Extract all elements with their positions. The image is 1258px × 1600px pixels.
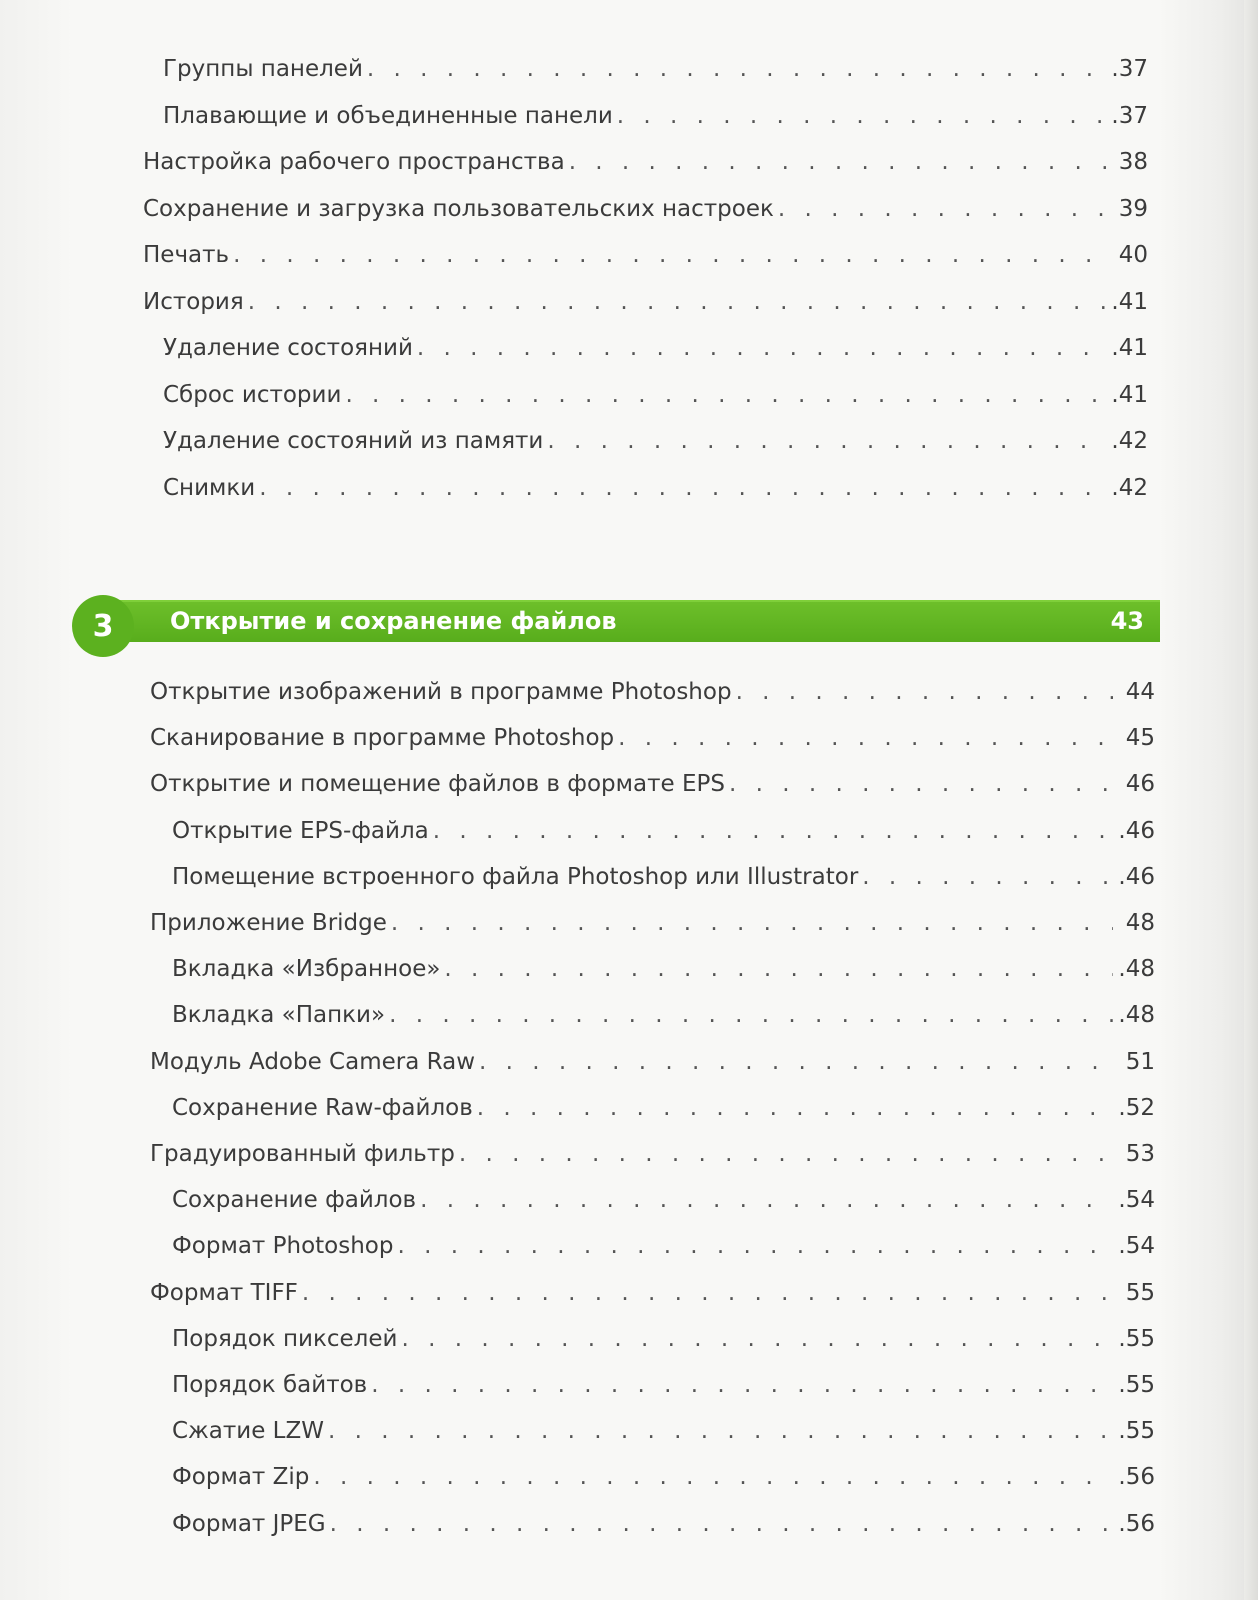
- toc-entry-title: Печать: [143, 242, 230, 268]
- chapter-number-badge: [72, 595, 134, 657]
- toc-entry[interactable]: [143, 287, 1148, 317]
- toc-dot-leader: [302, 1278, 1113, 1308]
- toc-dot-leader: [736, 677, 1113, 707]
- toc-entry-title: Открытие EPS-файла: [172, 817, 429, 844]
- toc-entry[interactable]: [172, 816, 1155, 846]
- toc-entry-page: .56: [1118, 1510, 1155, 1537]
- toc-entry-page: .55: [1118, 1418, 1155, 1445]
- toc-entry-page: 48: [1125, 910, 1155, 936]
- toc-entry[interactable]: [172, 1416, 1155, 1446]
- toc-entry-page: 51: [1125, 1048, 1155, 1075]
- chapter-number: 3: [92, 608, 114, 644]
- toc-dot-leader: [778, 194, 1106, 224]
- toc-entry[interactable]: [150, 1047, 1155, 1077]
- toc-entry-page: .41: [1111, 335, 1148, 361]
- toc-entry-title: Порядок байтов: [172, 1372, 368, 1398]
- toc-entry[interactable]: [172, 1231, 1155, 1261]
- toc-entry-title: Формат Zip: [172, 1464, 310, 1491]
- toc-entry-page: .41: [1111, 381, 1148, 408]
- toc-dot-leader: [330, 1509, 1113, 1539]
- toc-entry-title: Формат Photoshop: [172, 1233, 394, 1260]
- toc-entry[interactable]: [163, 426, 1148, 456]
- toc-entry[interactable]: [172, 1509, 1155, 1539]
- toc-dot-leader: [477, 1093, 1113, 1123]
- toc-entry[interactable]: [172, 1324, 1155, 1354]
- toc-entry-page: 55: [1125, 1279, 1155, 1306]
- toc-entry-page: .54: [1118, 1233, 1155, 1260]
- toc-entry-title: Удаление состояний из памяти: [163, 428, 544, 454]
- toc-entry-page: .37: [1111, 102, 1148, 129]
- toc-entry-title: Помещение встроенного файла Photoshop или Illustrator: [172, 863, 859, 890]
- toc-entry[interactable]: [172, 862, 1155, 892]
- toc-entry-title: Группы панелей: [163, 56, 363, 82]
- toc-dot-leader: [328, 1416, 1113, 1446]
- toc-entry-page: 39: [1118, 195, 1148, 222]
- toc-entry-title: Порядок пикселей: [172, 1325, 398, 1352]
- toc-entry-page: 38: [1118, 149, 1148, 175]
- toc-dot-leader: [389, 1000, 1113, 1030]
- toc-dot-leader: [313, 1462, 1113, 1492]
- toc-entry-title: Приложение Bridge: [150, 910, 387, 936]
- chapter-header-bar[interactable]: [72, 598, 1160, 648]
- toc-dot-leader: [401, 1324, 1113, 1354]
- toc-entry[interactable]: [150, 908, 1155, 938]
- toc-entry-title: История: [143, 288, 244, 315]
- toc-entry[interactable]: [163, 473, 1148, 503]
- toc-dot-leader: [367, 54, 1106, 84]
- toc-entry-title: Сохранение Raw-файлов: [172, 1094, 473, 1121]
- toc-entry[interactable]: [172, 954, 1155, 984]
- toc-entry-page: 53: [1125, 1141, 1155, 1167]
- toc-entry-page: .55: [1118, 1325, 1155, 1352]
- toc-entry-title: Формат TIFF: [150, 1279, 298, 1306]
- toc-dot-leader: [345, 380, 1106, 410]
- toc-entry-page: .41: [1111, 288, 1148, 315]
- toc-entry[interactable]: [163, 101, 1148, 131]
- toc-dot-leader: [391, 908, 1113, 938]
- toc-entry-page: 40: [1118, 242, 1148, 268]
- toc-entry[interactable]: [163, 333, 1148, 363]
- toc-entry[interactable]: [172, 1462, 1155, 1492]
- toc-dot-leader: [248, 287, 1106, 317]
- toc-entry-page: 45: [1125, 725, 1155, 752]
- toc-entry[interactable]: [143, 240, 1148, 270]
- toc-entry[interactable]: [163, 54, 1148, 84]
- toc-entry-title: Сжатие LZW: [172, 1418, 324, 1445]
- toc-entry-page: .55: [1118, 1372, 1155, 1398]
- toc-entry[interactable]: [150, 769, 1155, 799]
- toc-dot-leader: [433, 816, 1113, 846]
- toc-entry-title: Снимки: [163, 474, 256, 501]
- toc-entry-title: Градуированный фильтр: [150, 1141, 455, 1167]
- toc-entry[interactable]: [172, 1000, 1155, 1030]
- toc-entry-page: .37: [1111, 56, 1148, 82]
- toc-entry-page: .52: [1118, 1094, 1155, 1121]
- toc-dot-leader: [617, 101, 1106, 131]
- toc-entry[interactable]: [150, 723, 1155, 753]
- toc-entry-page: .48: [1118, 956, 1155, 983]
- toc-entry-title: Модуль Adobe Camera Raw: [150, 1048, 476, 1075]
- toc-dot-leader: [862, 862, 1113, 892]
- chapter-title: Открытие и сохранение файлов: [170, 607, 617, 635]
- toc-entry[interactable]: [150, 677, 1155, 707]
- chapter-page-number: 43: [1110, 607, 1144, 635]
- toc-dot-leader: [371, 1370, 1113, 1400]
- toc-entry[interactable]: [163, 380, 1148, 410]
- toc-entry-page: .42: [1111, 474, 1148, 501]
- toc-entry-page: 46: [1125, 771, 1155, 798]
- toc-entry-title: Сканирование в программе Photoshop: [150, 725, 615, 752]
- toc-entry[interactable]: [143, 194, 1148, 224]
- toc-entry[interactable]: [150, 1139, 1155, 1169]
- toc-entry-page: .56: [1118, 1464, 1155, 1491]
- toc-entry-title: Вкладка «Избранное»: [172, 956, 441, 983]
- toc-entry-title: Открытие и помещение файлов в формате EPS: [150, 771, 725, 798]
- toc-entry[interactable]: [172, 1370, 1155, 1400]
- toc-entry[interactable]: [150, 1278, 1155, 1308]
- toc-dot-leader: [444, 954, 1113, 984]
- toc-entry-title: Настройка рабочего пространства: [143, 149, 565, 175]
- toc-dot-leader: [618, 723, 1113, 753]
- toc-entry-title: Сброс истории: [163, 381, 342, 408]
- toc-entry-page: .46: [1118, 817, 1155, 844]
- toc-entry-title: Сохранение и загрузка пользовательских настроек: [143, 195, 774, 222]
- toc-dot-leader: [233, 240, 1106, 270]
- toc-dot-leader: [729, 769, 1113, 799]
- page-edge-shadow: [1244, 0, 1258, 1600]
- toc-entry[interactable]: [172, 1093, 1155, 1123]
- toc-dot-leader: [459, 1139, 1113, 1169]
- toc-dot-leader: [397, 1231, 1113, 1261]
- toc-entry-title: Удаление состояний: [163, 335, 413, 361]
- toc-dot-leader: [259, 473, 1106, 503]
- toc-entry-page: .54: [1118, 1187, 1155, 1214]
- toc-dot-leader: [417, 333, 1106, 363]
- toc-entry-page: .48: [1118, 1002, 1155, 1029]
- toc-dot-leader: [420, 1185, 1113, 1215]
- toc-entry-title: Открытие изображений в программе Photoshop: [150, 679, 732, 705]
- toc-dot-leader: [547, 426, 1106, 456]
- toc-entry-page: .42: [1111, 428, 1148, 454]
- toc-entry-title: Вкладка «Папки»: [172, 1002, 386, 1029]
- toc-entry[interactable]: [172, 1185, 1155, 1215]
- toc-entry-page: 44: [1125, 679, 1155, 705]
- toc-entry-title: Формат JPEG: [172, 1510, 326, 1537]
- toc-entry-page: .46: [1118, 863, 1155, 890]
- toc-dot-leader: [479, 1047, 1113, 1077]
- toc-entry-title: Плавающие и объединенные панели: [163, 102, 613, 129]
- toc-entry[interactable]: [143, 147, 1148, 177]
- toc-dot-leader: [569, 147, 1106, 177]
- toc-entry-title: Сохранение файлов: [172, 1187, 417, 1214]
